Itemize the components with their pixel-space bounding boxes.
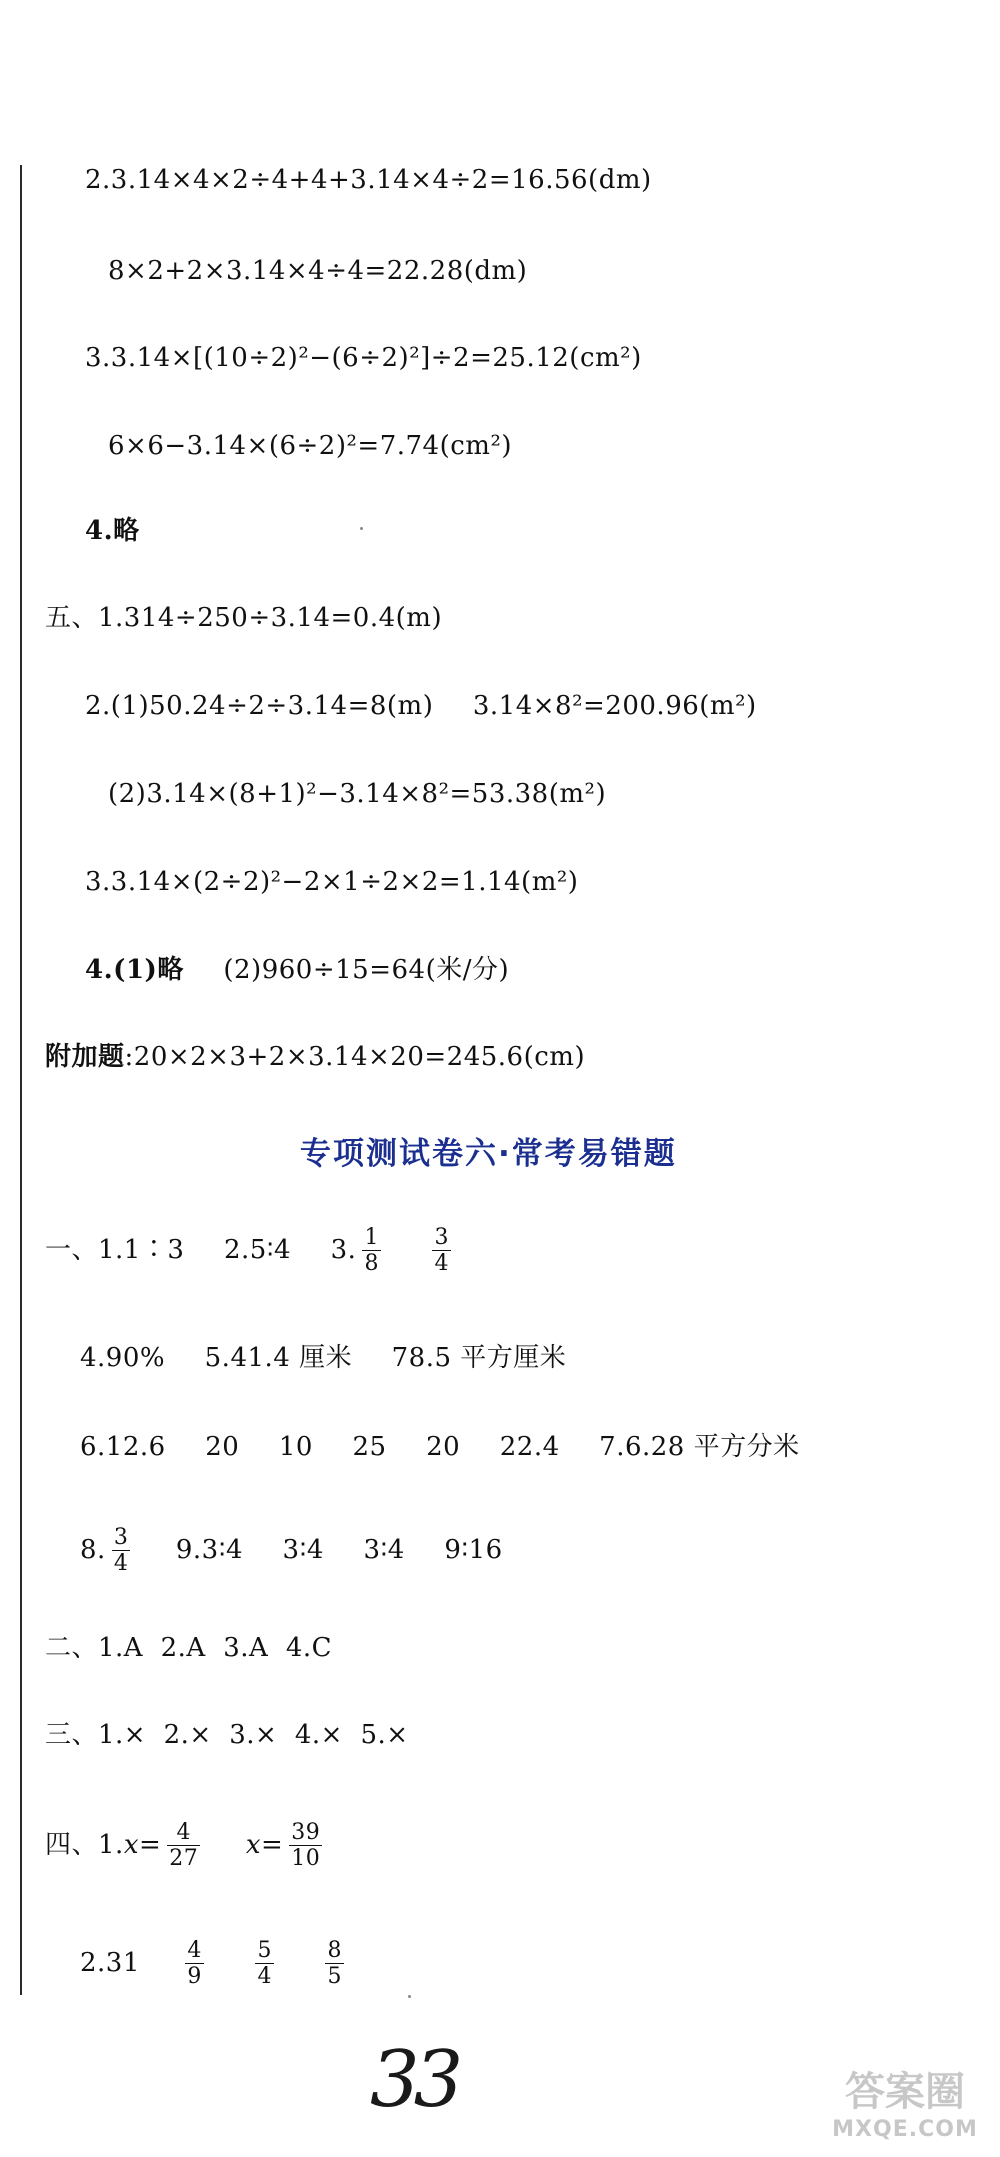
watermark-text-top: 答案圈: [845, 2069, 965, 2115]
fraction-39-10: $\frac{39}{10}$: [291, 1820, 321, 1872]
part1-row4: [80, 1525, 503, 1577]
answer-line-7b: 3.14×8²=200.96(m²): [472, 691, 757, 721]
fraction-1-8: $\frac{1}{8}$: [364, 1225, 379, 1277]
fraction-8-5: $\frac{8}{5}$: [327, 1938, 342, 1990]
bonus-expression: :20×2×3+2×3.14×20=245.6(cm): [124, 1042, 586, 1072]
part1-item4: 4.90%: [80, 1343, 166, 1373]
part1-item2: 2.5∶4: [223, 1234, 292, 1265]
part1-row3: [80, 1434, 800, 1460]
variable-x: x: [123, 1829, 139, 1860]
answer-line-6: 五、1.314÷250÷3.14=0.4(m): [45, 603, 443, 633]
answer-line-3: 3.3.14×[(10÷2)²−(6÷2)²]÷2=25.12(cm²): [85, 343, 642, 373]
part1-item5b: 78.5 平方厘米: [391, 1343, 567, 1373]
part4-row1: [45, 1820, 328, 1872]
part2-row: 二、1.A 2.A 3.A 4.C: [45, 1633, 333, 1663]
part1-item5: 5.41.4 厘米: [204, 1343, 353, 1373]
answer-line-5: 4.略: [85, 516, 140, 546]
answer-line-1: 2.3.14×4×2÷4+4+3.14×4÷2=16.56(dm): [85, 165, 652, 195]
part4-row2: [80, 1938, 350, 1990]
section-title: 专项测试卷六·常考易错题: [300, 1136, 677, 1172]
margin-line: [20, 165, 22, 1995]
part1-item6e: 20: [426, 1432, 461, 1462]
answer-line-2: 8×2+2×3.14×4÷4=22.28(dm): [108, 256, 528, 286]
watermark-logo: [830, 2060, 980, 2150]
part1-item3-label: 3.: [330, 1234, 357, 1265]
part1-item8-label: 8.: [80, 1534, 106, 1565]
bonus-question-line: [45, 1044, 585, 1070]
part1-item9d: 9∶16: [444, 1534, 503, 1565]
part1-item7: 7.6.28 平方分米: [599, 1432, 800, 1462]
answer-line-10b: (2)960÷15=64(米/分): [223, 955, 510, 985]
answer-line-9: 3.3.14×(2÷2)²−2×1÷2×2=1.14(m²): [85, 867, 579, 897]
part1-item6c: 10: [278, 1432, 313, 1462]
part1-row1: [45, 1225, 457, 1277]
part4-item1-label: 四、1.: [45, 1829, 124, 1860]
variable-x-2: x: [245, 1829, 261, 1860]
part1-row2: [80, 1345, 566, 1371]
fraction-4-27: $\frac{4}{27}$: [169, 1820, 199, 1872]
equals-sign-2: =: [260, 1829, 284, 1860]
part1-item9c: 3∶4: [363, 1534, 405, 1565]
answer-line-7: [85, 693, 757, 719]
answer-line-7a: 2.(1)50.24÷2÷3.14=8(m): [85, 691, 434, 721]
part1-item9a: 9.3∶4: [175, 1534, 244, 1565]
equals-sign: =: [138, 1829, 162, 1860]
part1-item9b: 3∶4: [282, 1534, 324, 1565]
part1-item6d: 25: [352, 1432, 387, 1462]
answer-line-4: 6×6−3.14×(6÷2)²=7.74(cm²): [108, 431, 513, 461]
part3-row: 三、1.× 2.× 3.× 4.× 5.×: [45, 1720, 409, 1750]
fraction-5-4: $\frac{5}{4}$: [257, 1938, 272, 1990]
fraction-3-4-b: $\frac{3}{4}$: [113, 1525, 129, 1577]
part4-item2-label: 2.31: [80, 1947, 140, 1978]
part1-item6b: 20: [205, 1432, 240, 1462]
part1-item6a: 6.12.6: [80, 1432, 166, 1462]
watermark-text-bottom: MXQE.COM: [832, 2117, 978, 2142]
part1-item6f: 22.4: [499, 1432, 560, 1462]
speck: [360, 527, 363, 530]
answer-line-8: (2)3.14×(8+1)²−3.14×8²=53.38(m²): [108, 779, 607, 809]
page-number: 33: [370, 2035, 458, 2125]
fraction-3-4: $\frac{3}{4}$: [434, 1225, 449, 1277]
answer-line-10a: 4.(1)略: [85, 955, 184, 985]
fraction-4-9: $\frac{4}{9}$: [187, 1938, 202, 1990]
speck: [408, 1995, 411, 1998]
part1-item1: 一、1.1∶3: [45, 1234, 185, 1265]
bonus-label: 附加题: [45, 1042, 125, 1072]
answer-line-10: [85, 957, 509, 983]
